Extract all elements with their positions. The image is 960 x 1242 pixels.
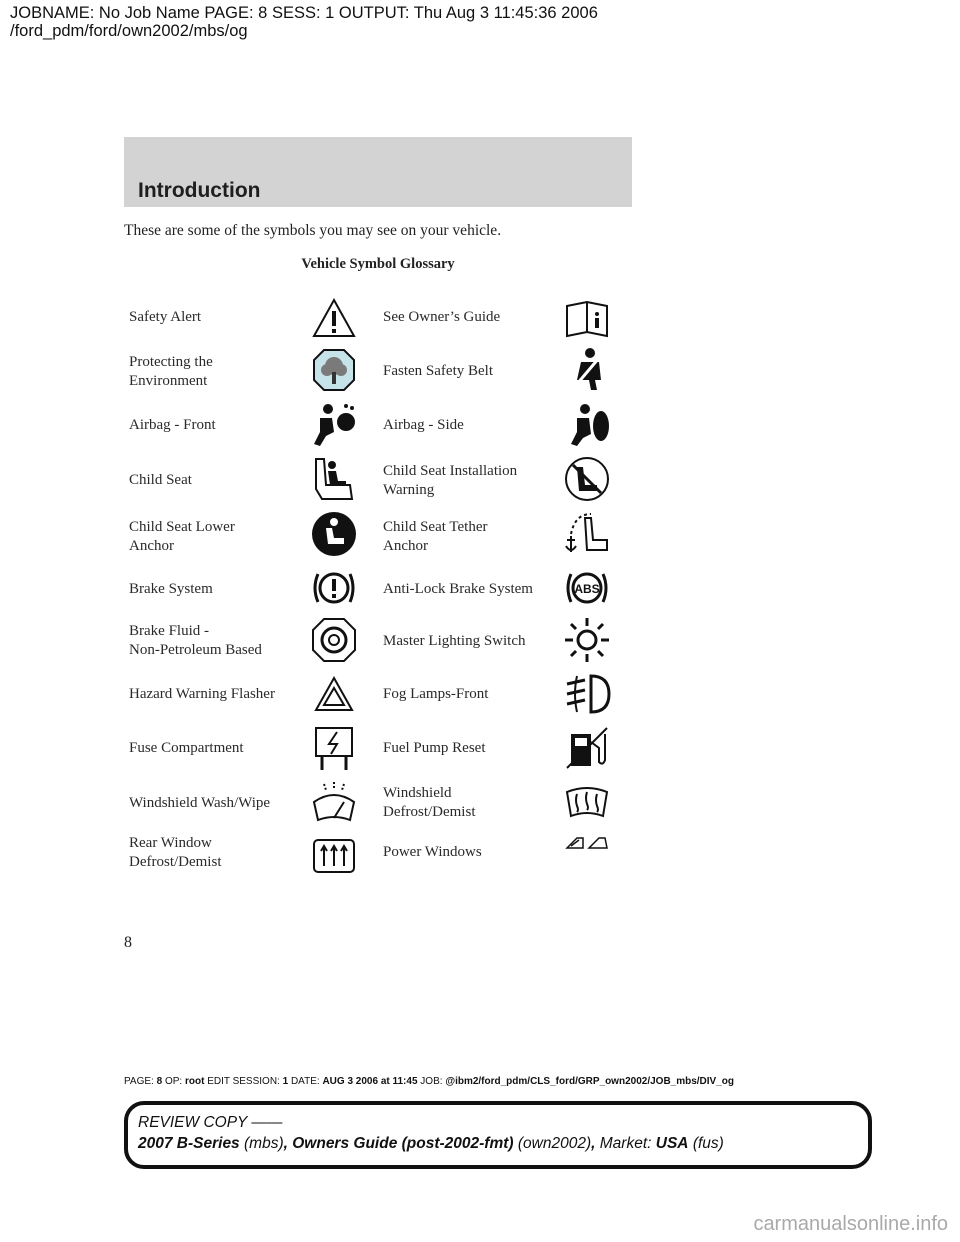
- footer-edit-value: 1: [282, 1076, 289, 1087]
- rear-defrost-icon: [310, 832, 358, 880]
- child-seat-icon: [310, 455, 358, 503]
- glossary-label: Windshield Wash/Wipe: [129, 795, 271, 811]
- safety-alert-icon: [310, 294, 358, 342]
- fuse-icon: [310, 724, 358, 772]
- footer-edit-label: EDIT SESSION:: [207, 1076, 280, 1087]
- glossary-label: Brake System: [129, 581, 213, 597]
- section-title: Introduction: [138, 179, 261, 202]
- glossary-title: Vehicle Symbol Glossary: [301, 256, 455, 272]
- glossary-label: Safety Alert: [129, 309, 202, 325]
- review-sep-1: ,: [283, 1135, 293, 1152]
- airbag-side-icon: [563, 402, 611, 450]
- child-seat-tether-anchor-icon: [563, 510, 611, 558]
- fuel-pump-icon: [563, 724, 611, 772]
- footer-page-label: PAGE:: [124, 1076, 154, 1087]
- glossary-label: Anti-Lock Brake System: [383, 581, 533, 597]
- footer-date-label: DATE:: [290, 1076, 320, 1087]
- glossary-label: Child Seat Lower Anchor: [129, 519, 235, 554]
- section-header: [124, 137, 632, 207]
- wash-wipe-icon: [310, 778, 358, 826]
- review-guide-code: (own2002): [517, 1135, 592, 1152]
- review-market: USA: [655, 1135, 689, 1152]
- review-model-code: (mbs): [244, 1135, 284, 1152]
- glossary-label: Protecting the Environment: [129, 354, 213, 389]
- lighting-switch-icon: [563, 616, 611, 664]
- intro-text: These are some of the symbols you may see on your vehicle.: [124, 222, 502, 239]
- page-number: 8: [124, 934, 132, 951]
- footer-page-value: 8: [156, 1076, 163, 1087]
- glossary-label: Fuel Pump Reset: [383, 740, 486, 756]
- glossary-label: Power Windows: [383, 844, 482, 860]
- glossary-label: Child Seat Installation Warning: [383, 463, 518, 498]
- footer-job-label: JOB:: [420, 1076, 443, 1087]
- windshield-defrost-icon: [563, 778, 611, 826]
- footer-op-label: OP:: [164, 1076, 183, 1087]
- print-footer: [124, 1076, 734, 1087]
- glossary-label: Master Lighting Switch: [383, 633, 526, 649]
- glossary-label: Windshield Defrost/Demist: [383, 785, 476, 820]
- job-line-1: JOBNAME: No Job Name PAGE: 8 SESS: 1 OUTPUT: Thu Aug 3 11:45:36 2006: [10, 4, 598, 22]
- footer-job-value: @ibm2/ford_pdm/CLS_ford/GRP_own2002/JOB_mbs/DIV_og: [445, 1076, 735, 1087]
- brake-system-icon: [310, 564, 358, 612]
- footer-op-value: root: [184, 1076, 205, 1087]
- review-sep-2: ,: [591, 1135, 600, 1152]
- environment-icon: [310, 346, 358, 394]
- glossary-label: Airbag - Side: [383, 417, 464, 433]
- footer-date-value: AUG 3 2006 at 11:45: [322, 1076, 418, 1087]
- owners-guide-icon: [563, 294, 611, 342]
- glossary-label: Child Seat: [129, 472, 192, 488]
- child-seat-warning-icon: [563, 455, 611, 503]
- review-market-label: Market:: [599, 1135, 652, 1152]
- airbag-front-icon: [310, 402, 358, 450]
- review-line-2: [138, 1135, 724, 1153]
- glossary-label: Fog Lamps-Front: [383, 686, 489, 702]
- hazard-icon: [310, 670, 358, 718]
- review-model: 2007 B-Series: [138, 1135, 240, 1152]
- child-seat-lower-anchor-icon: [310, 510, 358, 558]
- glossary-label: Fuse Compartment: [129, 740, 244, 756]
- watermark: carmanualsonline.info: [753, 1213, 948, 1235]
- brake-fluid-icon: [310, 616, 358, 664]
- fog-lamp-icon: [563, 670, 611, 718]
- review-market-code: (fus): [692, 1135, 724, 1152]
- glossary-label: Child Seat Tether Anchor: [383, 519, 488, 554]
- safety-belt-icon: [563, 346, 611, 394]
- glossary-label: Fasten Safety Belt: [383, 363, 493, 379]
- glossary-label: Hazard Warning Flasher: [129, 686, 275, 702]
- power-windows-icon: [563, 832, 611, 880]
- svg-text:ABS: ABS: [574, 582, 600, 596]
- glossary-label: See Owner’s Guide: [383, 309, 501, 325]
- glossary-label: Rear Window Defrost/Demist: [129, 835, 222, 870]
- glossary-label: Airbag - Front: [129, 417, 216, 433]
- abs-icon: [563, 564, 611, 612]
- glossary-label: Brake Fluid - Non-Petroleum Based: [129, 623, 262, 658]
- review-guide: Owners Guide (post-2002-fmt): [292, 1135, 514, 1152]
- review-line-1: REVIEW COPY ——: [138, 1114, 283, 1131]
- review-copy-box: [124, 1101, 872, 1169]
- job-header: [10, 4, 598, 40]
- job-line-2: /ford_pdm/ford/own2002/mbs/og: [10, 22, 248, 40]
